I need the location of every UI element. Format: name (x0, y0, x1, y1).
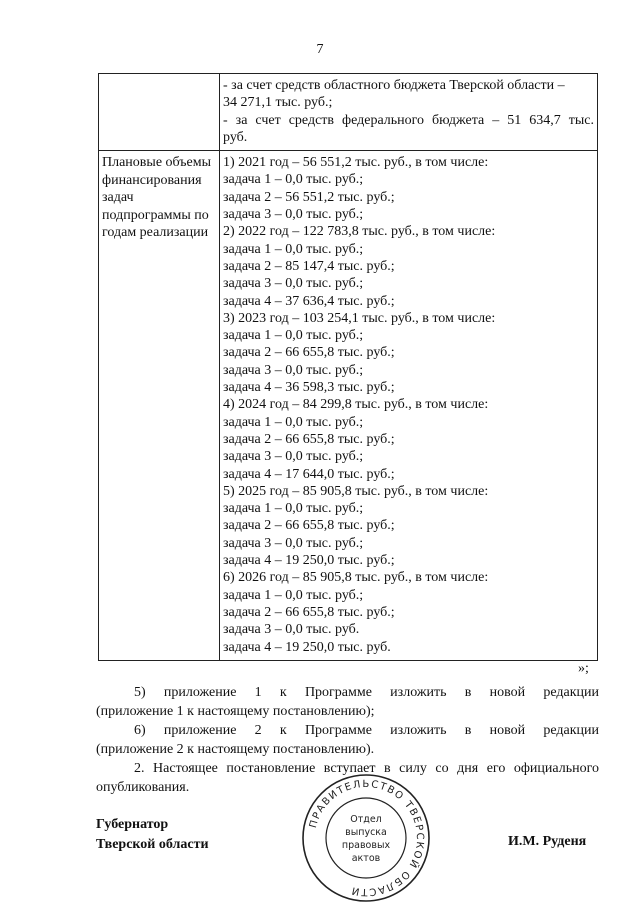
paragraph-line: 6) приложение 2 к Программе изложить в новой редакции (134, 723, 599, 738)
signatory-title-line: Тверской области (96, 836, 209, 852)
text-line: задача 1 – 0,0 тыс. руб.; (223, 414, 364, 430)
stamp-inner-text: правовых (341, 840, 391, 851)
table-cell-funding-sources (220, 74, 598, 151)
paragraph-line: 2. Настоящее постановление вступает в силу со дня его официального (134, 761, 599, 776)
table-cell-label: Плановые объемы финансирования задач подпрограммы по годам реализации (99, 151, 220, 661)
text-line: задача 3 – 0,0 тыс. руб.; (223, 207, 364, 223)
text-line: задача 2 – 66 655,8 тыс. руб.; (223, 431, 395, 447)
text-line: задача 1 – 0,0 тыс. руб.; (223, 241, 364, 257)
stamp-inner-text: актов (351, 853, 381, 864)
text-line: задача 2 – 56 551,2 тыс. руб.; (223, 189, 395, 205)
paragraph-line: (приложение 1 к настоящему постановлению); (96, 704, 375, 719)
text-line: 3) 2023 год – 103 254,1 тыс. руб., в том числе: (223, 310, 496, 326)
stamp-inner-text: Отдел (350, 814, 382, 825)
paragraph-line: опубликования. (96, 780, 190, 795)
paragraph-line: 5) приложение 1 к Программе изложить в новой редакции (134, 685, 599, 700)
text-line: задача 1 – 0,0 тыс. руб.; (223, 172, 364, 188)
text-line: 1) 2021 год – 56 551,2 тыс. руб., в том числе: (223, 155, 489, 171)
signatory-title (96, 815, 209, 854)
text-line: задача 3 – 0,0 тыс. руб.; (223, 535, 364, 551)
text-line: задача 3 – 0,0 тыс. руб.; (223, 449, 364, 465)
paragraph-item-5 (96, 683, 599, 721)
text-line: задача 4 – 19 250,0 тыс. руб.; (223, 553, 395, 569)
text-line: 5) 2025 год – 85 905,8 тыс. руб., в том числе: (223, 483, 489, 499)
signatory-name: И.М. Руденя (508, 834, 587, 849)
table-cell-yearly-volumes (220, 151, 598, 661)
text-line: задача 3 – 0,0 тыс. руб.; (223, 362, 364, 378)
official-stamp (300, 772, 432, 904)
text-line: задача 4 – 17 644,0 тыс. руб.; (223, 466, 395, 482)
text-line: задача 1 – 0,0 тыс. руб.; (223, 501, 364, 517)
text-line: задача 2 – 66 655,8 тыс. руб.; (223, 604, 395, 620)
text-line: 34 271,1 тыс. руб.; (223, 95, 333, 111)
text-line: задача 4 – 37 636,4 тыс. руб.; (223, 293, 395, 309)
text-line: - за счет средств областного бюджета Тверской области – (223, 78, 565, 93)
text-line: 6) 2026 год – 85 905,8 тыс. руб., в том числе: (223, 570, 489, 586)
text-line: задача 2 – 66 655,8 тыс. руб.; (223, 518, 395, 534)
text-line: задача 2 – 66 655,8 тыс. руб.; (223, 345, 395, 361)
text-line: руб. (223, 129, 248, 145)
funding-table (98, 73, 598, 661)
page-number: 7 (316, 42, 324, 57)
text-line: задача 1 – 0,0 тыс. руб.; (223, 328, 364, 344)
text-line: задача 2 – 85 147,4 тыс. руб.; (223, 258, 395, 274)
paragraph-item-6 (96, 721, 599, 759)
text-line: задача 4 – 19 250,0 тыс. руб. (223, 639, 391, 655)
table-row (99, 151, 598, 661)
table-row (99, 74, 598, 151)
stamp-ring-text: ПРАВИТЕЛЬСТВО ТВЕРСКОЙ ОБЛАСТИ (308, 778, 426, 898)
table-cell-empty (99, 74, 220, 151)
text-line: 2) 2022 год – 122 783,8 тыс. руб., в том числе: (223, 224, 496, 240)
paragraph-line: (приложение 2 к настоящему постановлению). (96, 742, 375, 757)
text-line: задача 3 – 0,0 тыс. руб. (223, 622, 360, 638)
signatory-title-line: Губернатор (96, 817, 169, 832)
text-line: задача 1 – 0,0 тыс. руб.; (223, 587, 364, 603)
text-line: - за счет средств федерального бюджета – 51 634,7 тыс. (223, 112, 594, 128)
closing-quote-mark: »; (578, 661, 589, 676)
text-line: задача 3 – 0,0 тыс. руб.; (223, 276, 364, 292)
stamp-inner-text: выпуска (345, 827, 387, 838)
text-line: задача 4 – 36 598,3 тыс. руб.; (223, 380, 395, 396)
text-line: 4) 2024 год – 84 299,8 тыс. руб., в том числе: (223, 397, 489, 413)
